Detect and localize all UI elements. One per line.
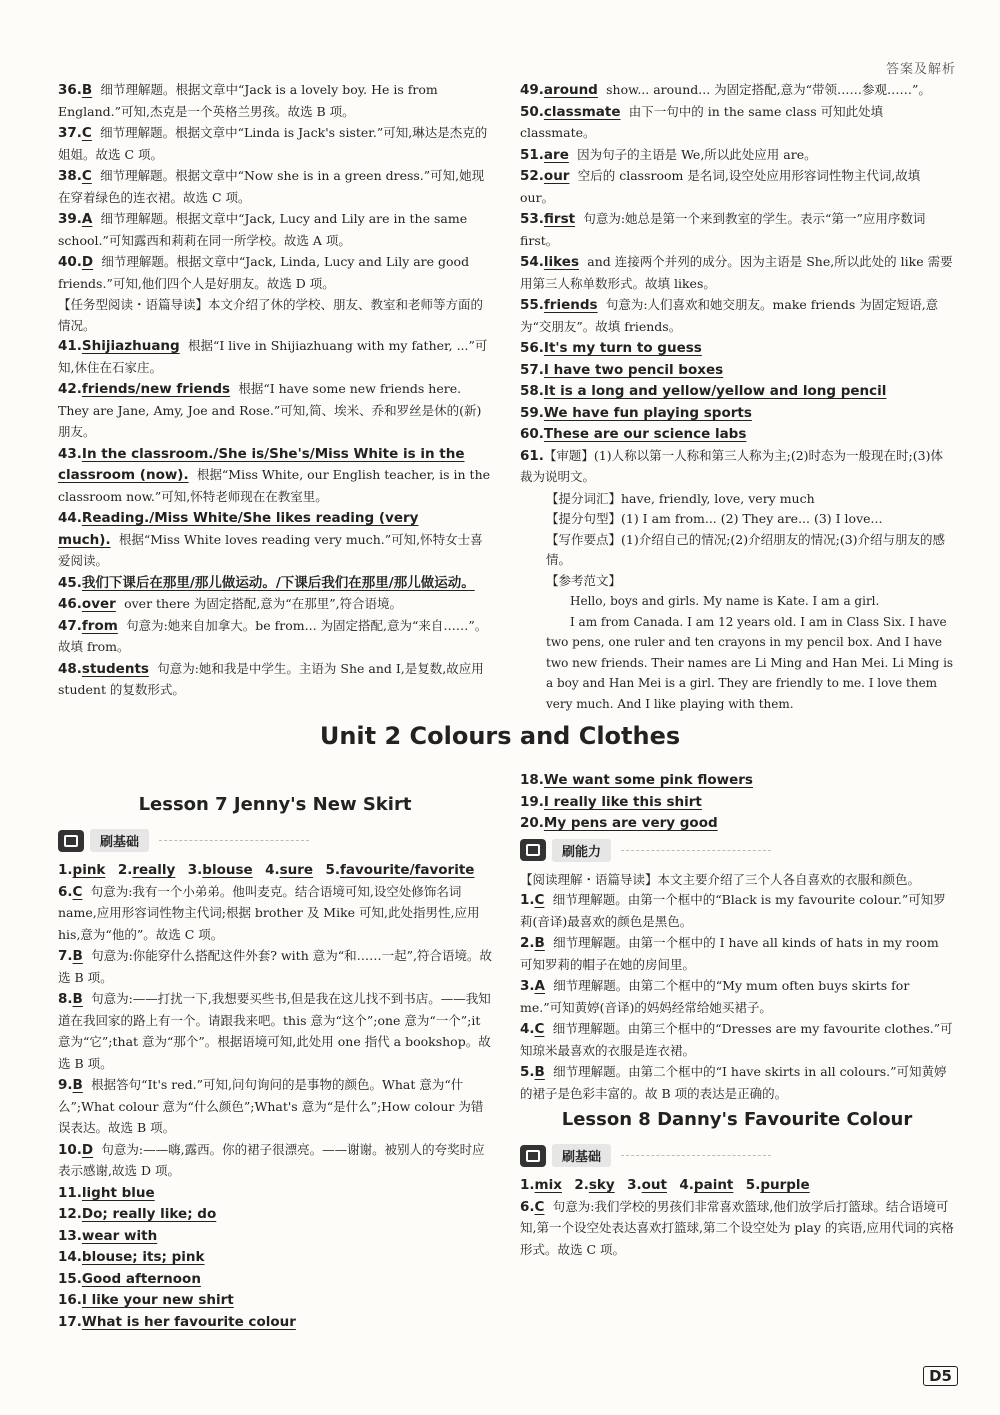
lesson-title: Lesson 8 Danny's Favourite Colour — [561, 1109, 913, 1130]
right-bottom-column — [520, 770, 954, 1261]
reading-intro: 【任务型阅读・语篇导读】本文介绍了休的学校、朋友、教室和老师等方面的情况。 — [58, 297, 484, 333]
answer-item: 1.C 细节理解题。由第一个框中的“Black is my favourite colour.”可知罗莉(音译)最喜欢的颜色是黑色。 — [520, 892, 946, 929]
writing-line: 61.【审题】(1)人称以第一人称和第三人称为主;(2)时态为一般现在时;(3)体裁为说明文。 — [520, 447, 943, 484]
writing-line: 【提分词汇】have, friendly, love, very much — [546, 490, 815, 506]
book-icon — [58, 830, 84, 852]
answer-item: 6.C 句意为:我们学校的男孩们非常喜欢篮球,他们放学后打篮球。结合语境可知,第一个设空处表达喜欢打篮球,第二个设空处为 play 的宾语,应用代词的宾格形式。故选 C 项。 — [520, 1198, 954, 1257]
answer-item: 59.We have fun playing sports — [520, 404, 752, 421]
answer-item: 38.C 细节理解题。根据文章中“Now she is in a green dress.”可知,她现在穿着绿色的连衣裙。故选 C 项。 — [58, 168, 485, 205]
answer-item: 8.B 句意为:——打扰一下,我想要买些书,但是我在这儿找不到书店。——我知道在我回家的路上有一个。请跟我来吧。this 意为“这个”;one 意为“一个”;it 意为“它”;that 意为“那个”。根据语境可知,此处用 one 指代 a bookshop。故选 B 项。 — [58, 991, 491, 1071]
answer-item: 51.are 因为句子的主语是 We,所以此处应用 are。 — [520, 146, 817, 163]
answer-item: 37.C 细节理解题。根据文章中“Linda is Jack's sister.”可知,琳达是杰克的姐姐。故选 C 项。 — [58, 125, 488, 162]
reading-intro: 【阅读理解・语篇导读】本文主要介绍了三个人各自喜欢的衣服和颜色。 — [520, 871, 921, 887]
answer-item: 41.Shijiazhuang 根据“I live in Shijiazhuang with my father, ...”可知,休住在石家庄。 — [58, 338, 488, 375]
section-badge: 刷基础 — [520, 1144, 771, 1167]
answer-item: 40.D 细节理解题。根据文章中“Jack, Linda, Lucy and Lily are good friends.”可知,他们四个人是好朋友。故选 D 项。 — [58, 254, 470, 291]
section-label: 答案及解析 — [885, 62, 956, 77]
answer-item: 5.B 细节理解题。由第二个框中的“I have skirts in all colours.”可知黄婷的裙子是色彩丰富的。故 B 项的表达是正确的。 — [520, 1064, 947, 1101]
answer-item: 10.D 句意为:——嗨,露西。你的裙子很漂亮。——谢谢。被别人的夸奖时应表示感谢,故选 D 项。 — [58, 1141, 485, 1178]
answer-item: 46.over over there 为固定搭配,意为“在那里”,符合语境。 — [58, 596, 403, 612]
answer-item: 4.C 细节理解题。由第三个框中的“Dresses are my favourite clothes.”可知琼米最喜欢的衣服是连衣裙。 — [520, 1021, 953, 1058]
answer-item: 15.Good afternoon — [58, 1270, 201, 1287]
answer-item: 11.light blue — [58, 1184, 155, 1201]
answer-item: 16.I like your new shirt — [58, 1292, 234, 1308]
answer-line: 1.mix 2.sky 3.out 4.paint 5.purple — [520, 1177, 810, 1193]
right-top-column — [520, 80, 954, 714]
answer-item: 43.In the classroom./She is/She's/Miss White is in the classroom (now). 根据“Miss White, our English teacher, is in the classroom now.”可知,怀特老师现在在教室里。 — [58, 445, 491, 504]
answer-item: 19.I really like this shirt — [520, 793, 702, 810]
lesson-title: Lesson 7 Jenny's New Skirt — [138, 794, 412, 815]
answer-item: 57.I have two pencil boxes — [520, 361, 724, 378]
writing-line: 【提分句型】(1) I am from... (2) They are... (3) I love... — [546, 511, 883, 526]
answer-line: 1.pink 2.really 3.blouse 4.sure 5.favourite/favorite — [58, 862, 475, 878]
book-icon — [520, 839, 546, 861]
answer-item: 7.B 句意为:你能穿什么搭配这件外套? with 意为“和……一起”,符合语境。故选 B 项。 — [58, 948, 492, 985]
answer-item: 48.students 句意为:她和我是中学生。主语为 She and I,是复数,故应用 student 的复数形式。 — [58, 660, 484, 697]
left-top-column — [58, 80, 492, 702]
writing-line: 【参考范文】 — [546, 572, 622, 588]
left-bottom-column — [58, 790, 492, 1333]
answer-item: 2.B 细节理解题。由第一个框中的 I have all kinds of hats in my room 可知罗莉的帽子在她的房间里。 — [520, 935, 939, 972]
answer-item: 45.我们下课后在那里/那儿做运动。/下课后我们在那里/那儿做运动。 — [58, 574, 475, 591]
answer-item: 14.blouse; its; pink — [58, 1249, 205, 1265]
answer-item: 60.These are our science labs — [520, 426, 747, 442]
sample-essay: Hello, boys and girls. My name is Kate. I am a girl. — [570, 594, 880, 608]
answer-item: 47.from 句意为:她来自加拿大。be from... 为固定搭配,意为“来自……”。故填 from。 — [58, 617, 488, 654]
answer-item: 54.likes and 连接两个并列的成分。因为主语是 She,所以此处的 like 需要用第三人称单数形式。故填 likes。 — [520, 254, 953, 291]
answer-item: 56.It's my turn to guess — [520, 340, 702, 356]
answer-item: 39.A 细节理解题。根据文章中“Jack, Lucy and Lily are in the same school.”可知露西和莉莉在同一所学校。故选 A 项。 — [58, 211, 468, 248]
answer-item: 13.wear with — [58, 1227, 158, 1244]
answer-item: 52.our 空后的 classroom 是名词,设空处应用形容词性物主代词,故填 our。 — [520, 168, 921, 205]
book-icon — [520, 1145, 546, 1167]
answer-item: 50.classmate 由下一句中的 in the same class 可知此处填 classmate。 — [520, 103, 884, 140]
answer-item: 12.Do; really like; do — [58, 1206, 217, 1222]
answer-item: 42.friends/new friends 根据“I have some new friends here. They are Jane, Amy, Joe and Rose.”可知,简、埃米、乔和罗丝是休的(新)朋友。 — [58, 381, 482, 439]
section-badge: 刷基础 — [58, 829, 309, 852]
answer-item: 18.We want some pink flowers — [520, 772, 753, 788]
answer-item: 58.It is a long and yellow/yellow and long pencil — [520, 383, 887, 399]
answer-item: 20.My pens are very good — [520, 815, 718, 831]
answer-item: 17.What is her favourite colour — [58, 1313, 296, 1330]
answer-item: 53.first 句意为:她总是第一个来到教室的学生。表示“第一”应用序数词 first。 — [520, 211, 926, 248]
answer-item: 9.B 根据答句“It's red.”可知,问句询问的是事物的颜色。What 意为“什么”;What colour 意为“什么颜色”;What's 意为“是什么”;How colour 为错误表达。故选 B 项。 — [58, 1077, 484, 1135]
answer-item: 55.friends 句意为:人们喜欢和她交朋友。make friends 为固定短语,意为“交朋友”。故填 friends。 — [520, 297, 939, 334]
writing-task — [520, 446, 954, 715]
unit-title: Unit 2 Colours and Clothes — [319, 722, 681, 750]
answer-item: 36.B 细节理解题。根据文章中“Jack is a lovely boy. He is from England.”可知,杰克是一个英格兰男孩。故选 B 项。 — [58, 82, 438, 119]
answer-item: 44.Reading./Miss White/She likes reading (very much). 根据“Miss White loves reading very much.”可知,怀特女士喜爱阅读。 — [58, 510, 483, 568]
section-badge: 刷能力 — [520, 839, 771, 862]
writing-line: 【写作要点】(1)介绍自己的情况;(2)介绍朋友的情况;(3)介绍与朋友的感情。 — [546, 531, 946, 567]
answer-item: 6.C 句意为:我有一个小弟弟。他叫麦克。结合语境可知,设空处修饰名词 name,应用形容词性物主代词;根据 brother 及 Mike 可知,此处指男性,应用 his,意为“他的”。故选 C 项。 — [58, 883, 480, 942]
answer-item: 49.around show... around... 为固定搭配,意为“带领……参观……”。 — [520, 82, 931, 98]
sample-essay: I am from Canada. I am 12 years old. I am in Class Six. I have two pens, one ruler and ten crayons in my pencil box. And I have two new friends. Their names are Li Ming and Han Mei. Li Ming is a boy and Han Mei is a girl. They are friendly to me. I love them very much. And I like playing with them. — [546, 614, 954, 711]
answer-item: 3.A 细节理解题。由第二个框中的“My mum often buys skirts for me.”可知黄婷(音译)的妈妈经常给她买裙子。 — [520, 978, 910, 1015]
page-number: D5 — [923, 1366, 958, 1386]
